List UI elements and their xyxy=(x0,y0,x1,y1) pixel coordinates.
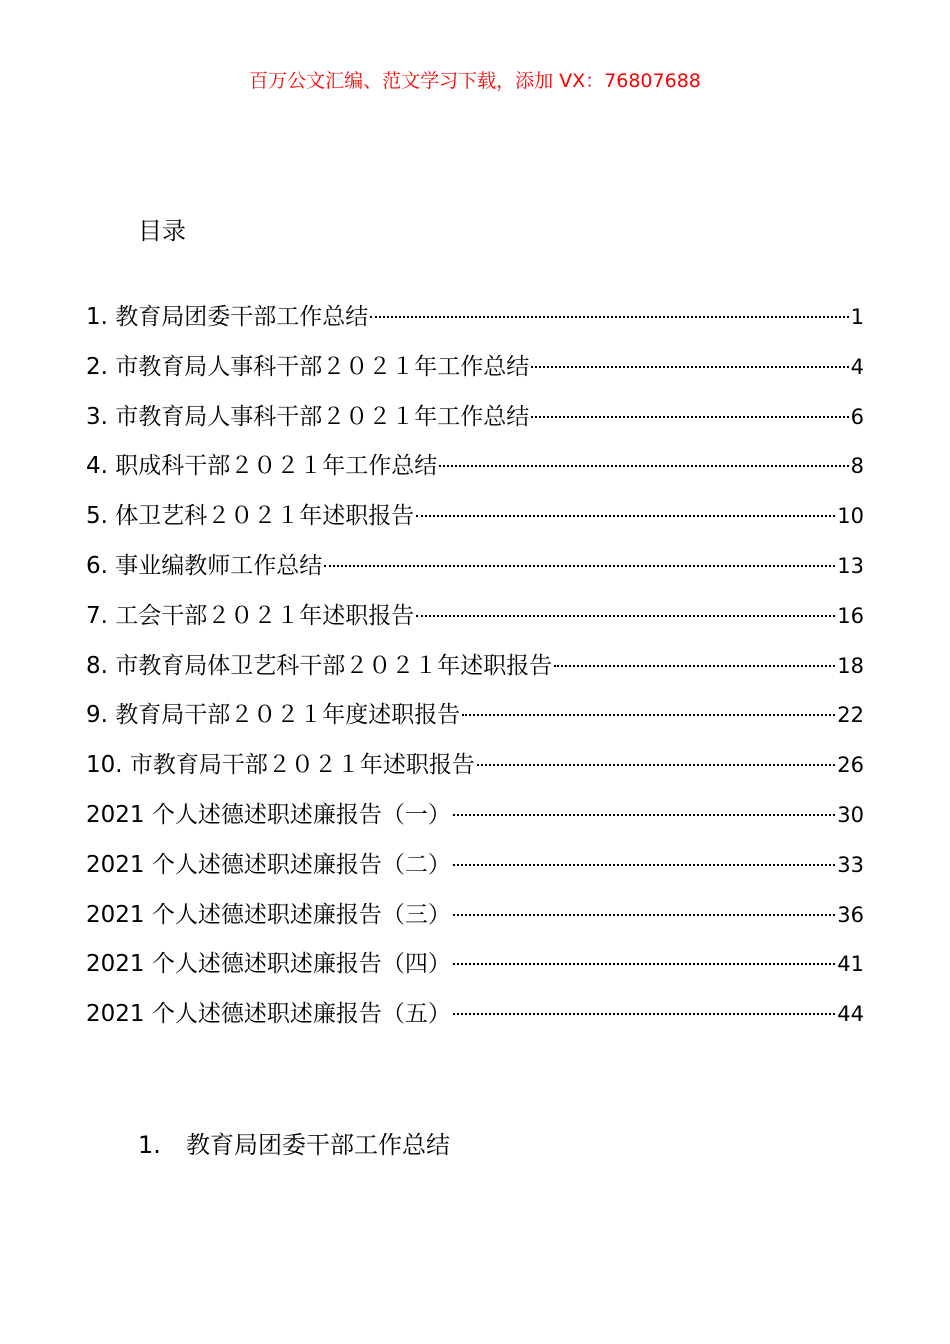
toc-leader-dots xyxy=(554,665,835,667)
toc-entry-label: 3. 市教育局人事科干部２０２１年工作总结 xyxy=(86,403,530,430)
toc-page-number: 26 xyxy=(837,753,864,778)
toc-entry-11[interactable] xyxy=(86,795,864,845)
toc-page-number: 36 xyxy=(837,902,864,927)
toc-leader-dots xyxy=(453,1013,835,1015)
toc-leader-dots xyxy=(324,565,835,567)
toc-leader-dots xyxy=(439,465,848,467)
section-heading xyxy=(138,1125,450,1165)
toc-page-number: 41 xyxy=(837,952,864,977)
toc-entry-label: 2021 个人述德述职述廉报告（一） xyxy=(86,801,451,828)
toc-entry-5[interactable] xyxy=(86,496,864,546)
toc-entry-label: 4. 职成科干部２０２１年工作总结 xyxy=(86,453,438,480)
toc-entry-label: 7. 工会干部２０２１年述职报告 xyxy=(86,602,415,629)
toc-page-number: 8 xyxy=(850,454,864,479)
toc-page-number: 1 xyxy=(850,305,864,329)
toc-entry-8[interactable] xyxy=(86,646,864,696)
toc-entry-7[interactable] xyxy=(86,596,864,646)
toc-page-number: 22 xyxy=(837,703,864,728)
toc-entry-2[interactable] xyxy=(86,347,864,397)
toc-entry-12[interactable] xyxy=(86,845,864,895)
toc-entry-label: 2021 个人述德述职述廉报告（五） xyxy=(86,1001,451,1028)
toc-leader-dots xyxy=(477,764,835,766)
toc-leader-dots xyxy=(453,814,835,816)
toc-page-number: 18 xyxy=(837,653,864,678)
toc-page-number: 30 xyxy=(837,802,864,827)
toc-page-number: 4 xyxy=(850,354,864,379)
toc-entry-9[interactable] xyxy=(86,695,864,745)
toc-entry-13[interactable] xyxy=(86,895,864,945)
toc-entry-15[interactable] xyxy=(86,994,864,1044)
toc-page-number: 6 xyxy=(850,404,864,429)
section-title: 教育局团委干部工作总结 xyxy=(186,1131,450,1159)
toc-entry-label: 2021 个人述德述职述廉报告（四） xyxy=(86,951,451,978)
toc-entry-14[interactable] xyxy=(86,944,864,994)
toc-leader-dots xyxy=(531,366,848,368)
toc-entry-label: 5. 体卫艺科２０２１年述职报告 xyxy=(86,503,415,530)
toc-leader-dots xyxy=(453,914,835,916)
toc-entry-label: 6. 事业编教师工作总结 xyxy=(86,552,323,579)
toc-title: 目录 xyxy=(138,217,186,245)
toc-entry-label: 2. 市教育局人事科干部２０２１年工作总结 xyxy=(86,353,530,380)
toc-entry-6[interactable] xyxy=(86,546,864,596)
header-banner: 百万公文汇编、范文学习下载，添加 VX：76807688 xyxy=(249,70,701,92)
toc-page-number: 10 xyxy=(837,504,864,529)
toc-leader-dots xyxy=(370,316,848,318)
toc-entry-10[interactable] xyxy=(86,745,864,795)
toc-entry-label: 1. 教育局团委干部工作总结 xyxy=(86,304,369,330)
toc-leader-dots xyxy=(531,416,848,418)
toc-entry-1[interactable] xyxy=(86,297,864,347)
toc-page-number: 13 xyxy=(837,553,864,578)
toc-entry-3[interactable] xyxy=(86,397,864,447)
toc-entry-label: 2021 个人述德述职述廉报告（二） xyxy=(86,851,451,878)
section-number: 1. xyxy=(138,1131,161,1159)
toc-leader-dots xyxy=(416,515,835,517)
toc-leader-dots xyxy=(453,864,835,866)
toc-page-number: 44 xyxy=(837,1002,864,1027)
toc-page-number: 33 xyxy=(837,852,864,877)
toc-entry-label: 10. 市教育局干部２０２１年述职报告 xyxy=(86,752,475,779)
toc-page-number: 16 xyxy=(837,603,864,628)
table-of-contents xyxy=(86,297,864,1044)
toc-entry-label: 2021 个人述德述职述廉报告（三） xyxy=(86,901,451,928)
toc-entry-4[interactable] xyxy=(86,446,864,496)
toc-leader-dots xyxy=(453,963,835,965)
toc-entry-label: 9. 教育局干部２０２１年度述职报告 xyxy=(86,702,461,729)
toc-leader-dots xyxy=(462,714,835,716)
toc-leader-dots xyxy=(416,615,835,617)
toc-entry-label: 8. 市教育局体卫艺科干部２０２１年述职报告 xyxy=(86,652,553,679)
